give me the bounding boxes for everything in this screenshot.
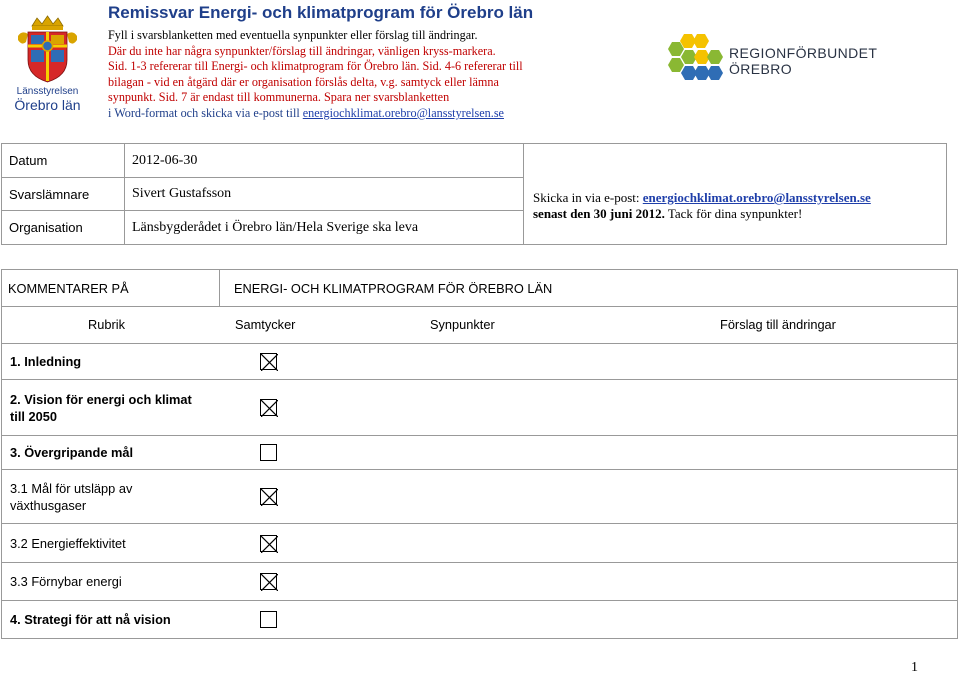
left-logo-line2: Örebro län bbox=[14, 97, 81, 113]
submission-instructions bbox=[524, 144, 947, 245]
table-row-cell bbox=[2, 380, 958, 436]
coat-of-arms-icon bbox=[10, 14, 85, 86]
intro-line-2: Där du inte har några synpunkter/förslag till ändringar, vänligen kryss-markera. bbox=[108, 43, 496, 58]
organisation-field[interactable]: Länsbygderådet i Örebro län/Hela Sverige ska leva bbox=[125, 211, 524, 245]
empty-checkbox[interactable] bbox=[260, 611, 277, 628]
regionforbundet-logo bbox=[664, 32, 884, 87]
column-header-forslag: Förslag till ändringar bbox=[720, 317, 836, 332]
svarslamnare-label: Svarslämnare bbox=[2, 178, 125, 211]
intro-text bbox=[108, 28, 548, 122]
datum-label: Datum bbox=[2, 144, 125, 178]
checked-checkbox[interactable] bbox=[260, 535, 277, 552]
page-number: 1 bbox=[911, 660, 918, 675]
send-line bbox=[533, 166, 939, 206]
empty-checkbox[interactable] bbox=[260, 444, 277, 461]
column-header-synpunkter: Synpunkter bbox=[430, 317, 495, 332]
svarslamnare-field[interactable]: Sivert Gustafsson bbox=[125, 178, 524, 211]
intro-email-link[interactable]: energiochklimat.orebro@lansstyrelsen.se bbox=[302, 105, 504, 120]
comments-table bbox=[1, 269, 958, 639]
right-logo-line2: ÖREBRO bbox=[729, 61, 793, 77]
intro-line-1: Fyll i svarsblanketten med eventuella synpunkter eller förslag till ändringar. bbox=[108, 28, 478, 42]
column-header-samtycker: Samtycker bbox=[235, 317, 296, 332]
cross-mark-icon bbox=[261, 574, 278, 591]
lansstyrelsen-logo bbox=[10, 14, 85, 114]
table-row bbox=[2, 380, 958, 436]
column-headers bbox=[2, 307, 958, 344]
checked-checkbox[interactable] bbox=[260, 353, 277, 370]
intro-line-4-text: i Word-format och skicka via e-post till bbox=[108, 105, 303, 120]
column-header-rubrik: Rubrik bbox=[88, 317, 125, 332]
row-label: 1. Inledning bbox=[10, 354, 82, 369]
page-title: Remissvar Energi- och klimatprogram för Örebro län bbox=[108, 3, 534, 22]
table-row bbox=[2, 344, 958, 380]
table-row-cell bbox=[2, 436, 958, 470]
left-logo-caption bbox=[10, 86, 85, 113]
checked-checkbox[interactable] bbox=[260, 488, 277, 505]
cross-mark-icon bbox=[261, 536, 278, 553]
cross-mark-icon bbox=[261, 400, 278, 417]
row-label: 4. Strategi för att nå vision bbox=[10, 612, 171, 627]
organisation-label: Organisation bbox=[2, 211, 125, 245]
row-label: 3. Övergripande mål bbox=[10, 445, 134, 460]
comments-heading-right: ENERGI- OCH KLIMATPROGRAM FÖR ÖREBRO LÄN bbox=[220, 270, 958, 307]
table-row-cell bbox=[2, 524, 958, 563]
cross-mark-icon bbox=[261, 489, 278, 506]
right-logo-text bbox=[729, 45, 877, 77]
deadline-line bbox=[533, 206, 939, 222]
row-label: 3.2 Energieffektivitet bbox=[10, 535, 126, 551]
table-row bbox=[2, 436, 958, 470]
table-row bbox=[2, 524, 958, 563]
table-row bbox=[2, 470, 958, 524]
left-logo-line1: Länsstyrelsen bbox=[16, 86, 79, 97]
hexagon-cluster-icon bbox=[664, 32, 726, 87]
deadline-rest: Tack för dina synpunkter! bbox=[664, 206, 803, 221]
send-email-link[interactable]: energiochklimat.orebro@lansstyrelsen.se bbox=[642, 190, 871, 205]
row-label: 3.3 Förnybar energi bbox=[10, 574, 122, 589]
intro-line-3: Sid. 1-3 refererar till Energi- och klimatprogram för Örebro län. Sid. 4-6 refererar till bilagan - vid en åtgärd där er organisation förslås delta, v.g. samtyck eller lämna synpunkt. Sid. 7 är endast till kommunerna. Spara ner svarsblanketten bbox=[108, 59, 523, 105]
table-row bbox=[2, 563, 958, 601]
send-prefix: Skicka in via e-post: bbox=[533, 190, 643, 205]
right-logo-line1: REGIONFÖRBUNDET bbox=[729, 45, 878, 61]
intro-line-4 bbox=[108, 106, 548, 122]
cross-mark-icon bbox=[261, 354, 278, 371]
deadline-bold: senast den 30 juni 2012. bbox=[533, 206, 665, 221]
datum-field[interactable]: 2012-06-30 bbox=[125, 144, 524, 178]
table-row-cell bbox=[2, 563, 958, 601]
comments-heading-left: KOMMENTARER PÅ bbox=[2, 270, 220, 307]
table-row bbox=[2, 601, 958, 639]
respondent-info-table bbox=[1, 143, 947, 245]
row-label: 2. Vision för energi och klimat till 2050 bbox=[10, 391, 192, 424]
comment-rows bbox=[2, 344, 958, 639]
table-row-cell bbox=[2, 344, 958, 380]
row-label: 3.1 Mål för utsläpp av växthusgaser bbox=[10, 480, 133, 513]
checked-checkbox[interactable] bbox=[260, 399, 277, 416]
table-row-cell bbox=[2, 470, 958, 524]
checked-checkbox[interactable] bbox=[260, 573, 277, 590]
table-row-cell bbox=[2, 601, 958, 639]
